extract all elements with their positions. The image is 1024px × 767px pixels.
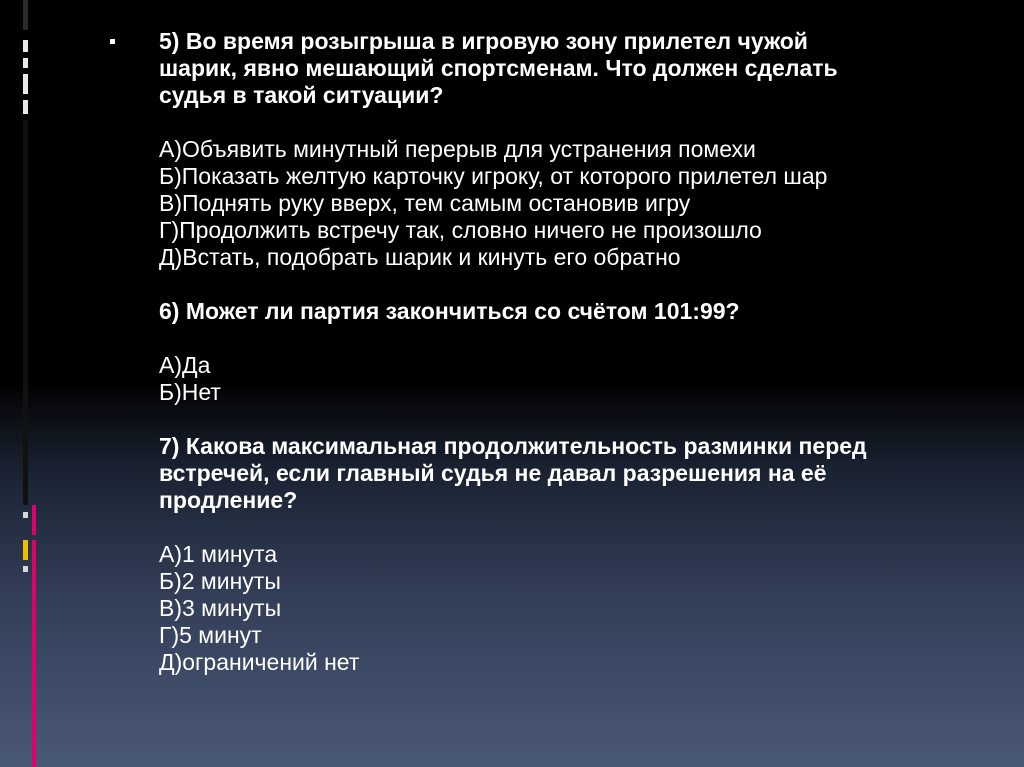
question-7-title: 7) Какова максимальная продолжительность разминки перед встречей, если главный судья не давал разрешения на её продление? (159, 433, 867, 513)
side-strip (23, 0, 28, 30)
question-5-option: Б)Показать желтую карточку игроку, от которого прилетел шар (159, 163, 828, 189)
question-5-option: Д)Встать, подобрать шарик и кинуть его обратно (159, 244, 681, 270)
side-strip (23, 40, 28, 52)
question-7-option: Б)2 минуты (159, 568, 281, 594)
question-7-option: Г)5 минут (159, 622, 262, 648)
side-strip (23, 100, 28, 114)
question-6-option: А)Да (159, 352, 211, 378)
question-6-title: 6) Может ли партия закончиться со счётом 101:99? (159, 298, 740, 324)
side-strip-accent (32, 505, 36, 535)
side-strip (23, 120, 28, 505)
question-5-title: 5) Во время розыгрыша в игровую зону прилетел чужой шарик, явно мешающий спортсменам. Что должен сделать судья в такой ситуации? (159, 28, 838, 108)
side-strip (23, 74, 28, 94)
slide-content (123, 28, 983, 676)
side-strip (23, 566, 28, 572)
question-5-option: А)Объявить минутный перерыв для устранения помехи (159, 136, 756, 162)
decorative-side-bar (0, 0, 40, 767)
side-strip-accent (32, 540, 36, 767)
question-5-option: В)Поднять руку вверх, тем самым остановив игру (159, 190, 691, 216)
side-strip (23, 512, 28, 518)
question-7-option: Д)ограничений нет (159, 649, 360, 675)
question-7-option: А)1 минута (159, 541, 278, 567)
question-5-option: Г)Продолжить встречу так, словно ничего не произошло (159, 217, 762, 243)
bullet-icon (110, 39, 115, 44)
side-strip (23, 58, 28, 68)
question-7-option: В)3 минуты (159, 595, 282, 621)
question-6-option: Б)Нет (159, 379, 221, 405)
side-strip-accent (23, 540, 28, 560)
